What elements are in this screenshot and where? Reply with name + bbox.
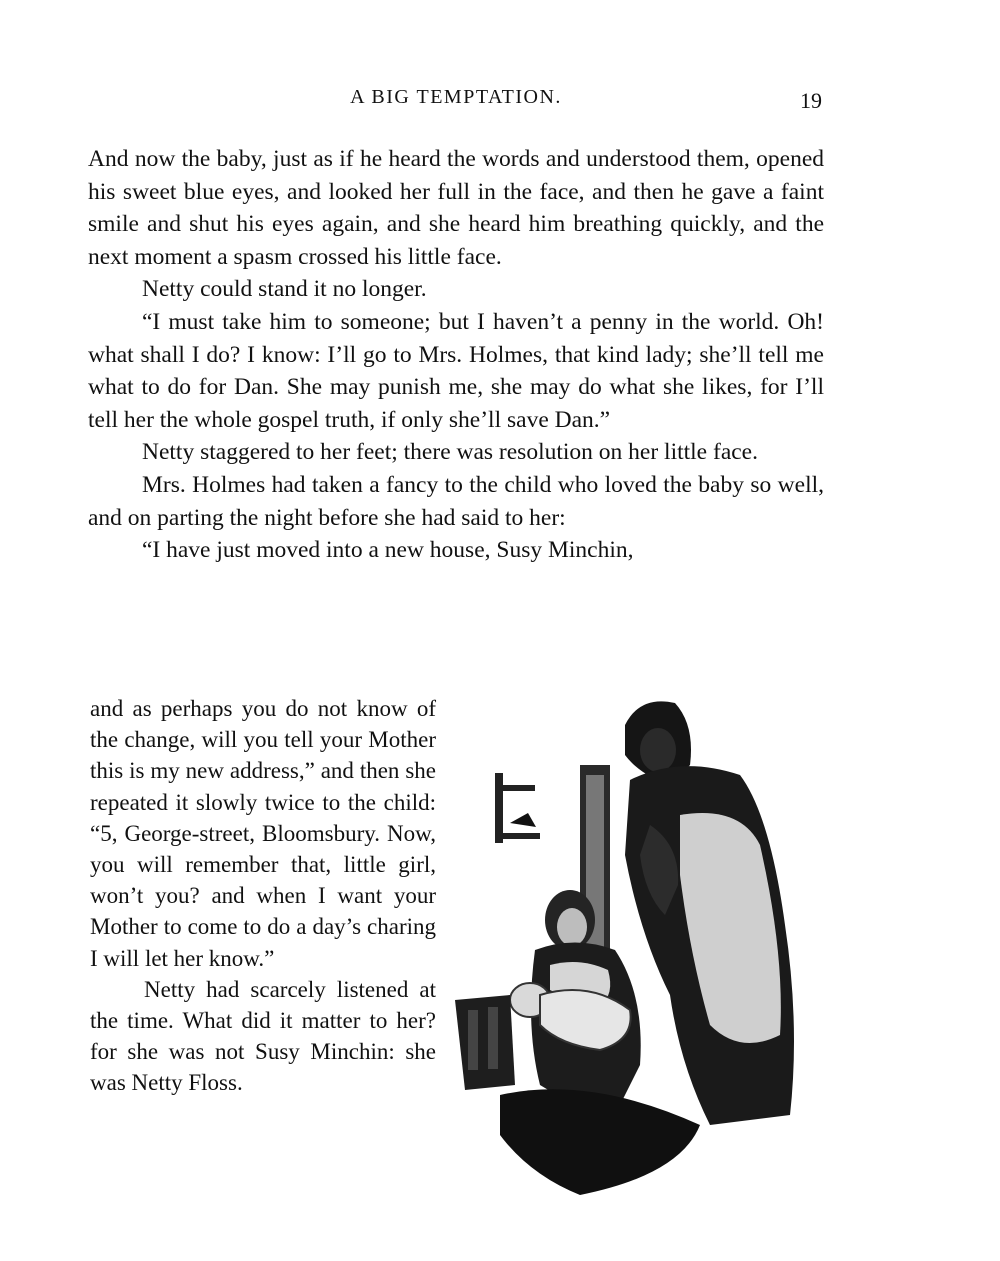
running-title: A BIG TEMPTATION. [350, 86, 562, 108]
page-number: 19 [800, 88, 822, 113]
full-width-text [88, 143, 824, 567]
paragraph: “I must take him to someone; but I haven’t a penny in the world. Oh! what shall I do? I know: I’ll go to Mrs. Holmes, that kind lady; she’ll tell me what to do for Dan. She may punish me, she may do what she likes, for I’ll tell her the whole gospel truth, if only she’ll save Dan.” [88, 308, 824, 433]
paragraph: Netty had scarcely listened at the time. What did it matter to her? for she was not Susy Minchin: she was Netty Floss. [90, 976, 436, 1096]
paragraph: Mrs. Holmes had taken a fancy to the child who loved the baby so well, and on parting the night before she had said to her: [88, 471, 824, 531]
paragraph: “I have just moved into a new house, Susy Minchin, [142, 537, 634, 564]
paragraph: Netty could stand it no longer. [142, 276, 427, 303]
floor-shadow [500, 1089, 700, 1195]
illustration-woman-and-children [440, 695, 840, 1225]
page-header [88, 86, 824, 116]
paragraph: Netty staggered to her feet; there was resolution on her little face. [142, 439, 758, 466]
paragraph: and as perhaps you do not know of the change, will you tell your Mother this is my new address,” and then she repeated it slowly twice to the child: “5, George-street, Bloomsbury. Now, you will remember that, little girl, won’t you? and when I want your Mother to come to do a day’s charing I will let her know.” [90, 696, 436, 971]
wall-shelf [495, 773, 540, 843]
column-text [90, 693, 436, 1099]
bucket [455, 995, 515, 1090]
paragraph: And now the baby, just as if he heard the words and understood them, opened his sweet blue eyes, and looked her full in the face, and then he gave a faint smile and shut his eyes again, and she heard him breathing quickly, and the next moment a spasm crossed his little face. [88, 146, 824, 270]
woman-figure [625, 701, 794, 1125]
